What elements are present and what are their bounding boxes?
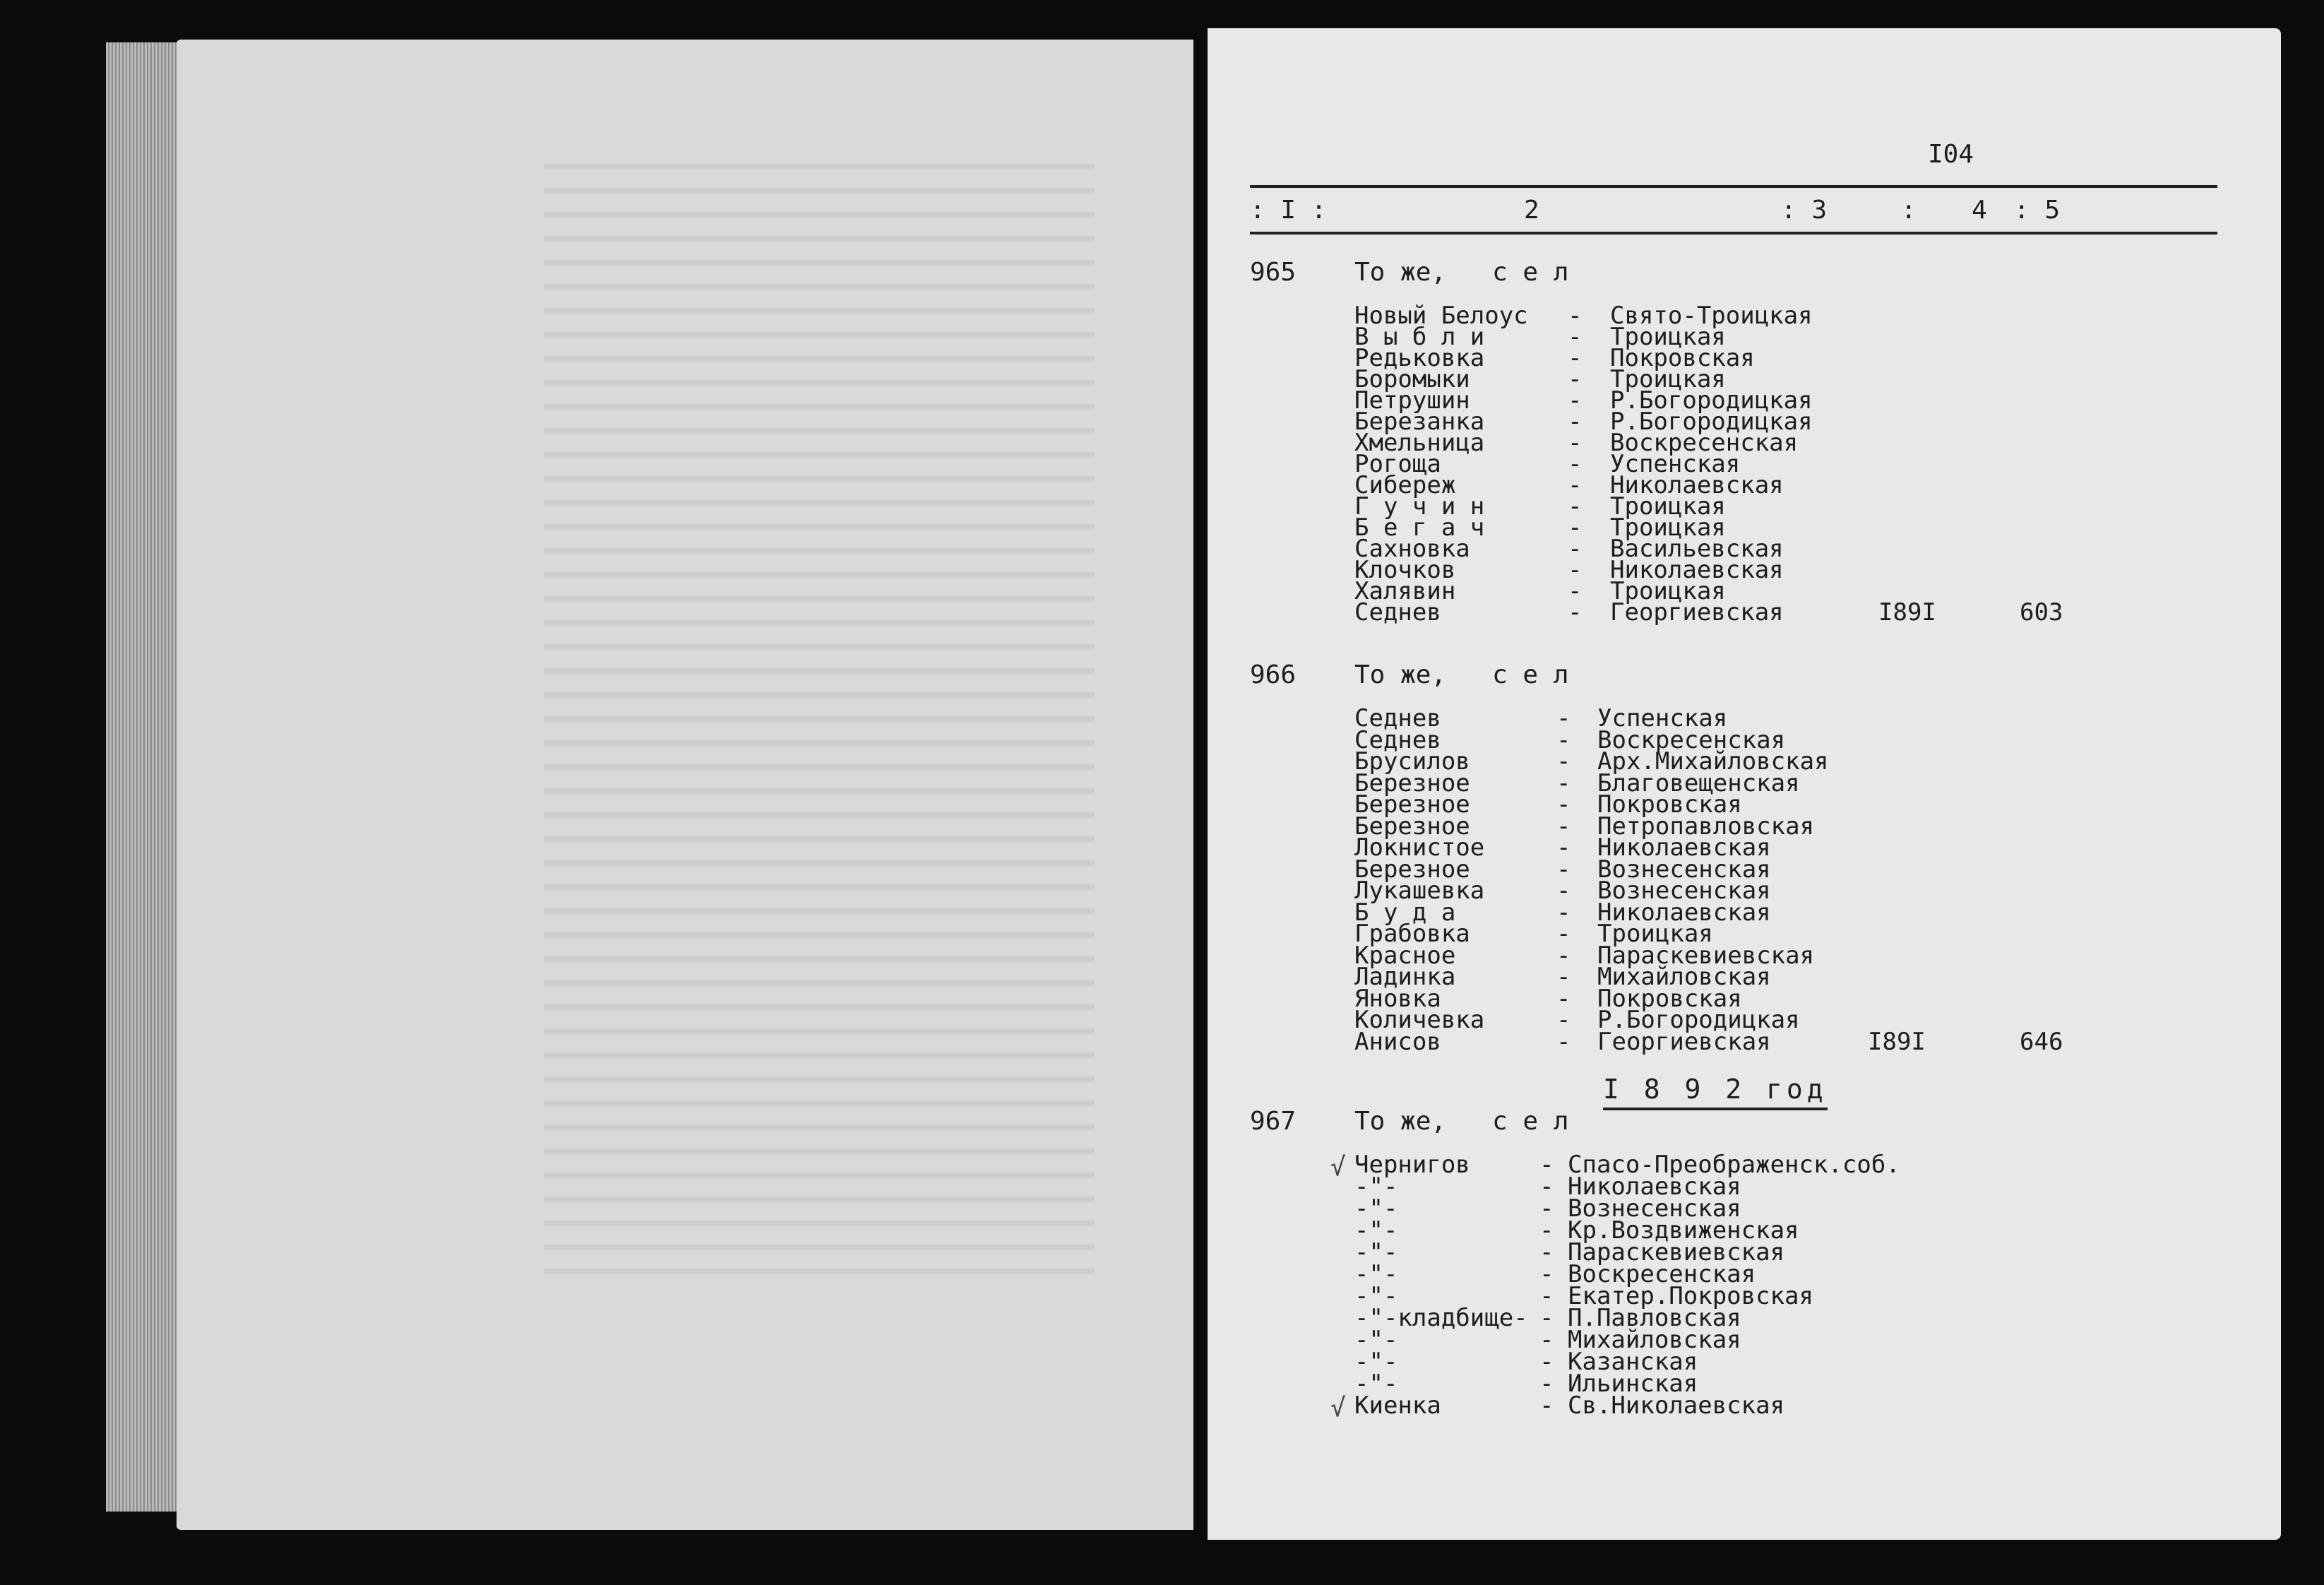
church-name: Николаевская bbox=[1610, 556, 1784, 584]
column-header-4: 4 bbox=[1972, 196, 1987, 225]
right-page bbox=[1208, 28, 2281, 1540]
check-mark: √ bbox=[1330, 1153, 1346, 1182]
row-dash: - bbox=[1568, 302, 1583, 330]
church-name: Вознесенская bbox=[1597, 877, 1771, 905]
row-dash: - bbox=[1556, 726, 1571, 754]
place-name: Березное bbox=[1354, 769, 1470, 797]
place-name: -"- bbox=[1354, 1194, 1398, 1223]
church-name: Георгиевская bbox=[1597, 1028, 1771, 1056]
church-name: Вознесенская bbox=[1597, 855, 1771, 884]
row-dash: - bbox=[1539, 1260, 1554, 1288]
church-name: Троицкая bbox=[1610, 492, 1726, 521]
row-dash: - bbox=[1556, 1006, 1571, 1034]
row-year: I89I bbox=[1868, 1028, 1926, 1056]
row-dash: - bbox=[1556, 1028, 1571, 1056]
church-name: Троицкая bbox=[1610, 514, 1726, 542]
place-name: Б е г а ч bbox=[1354, 514, 1485, 542]
row-dash: - bbox=[1539, 1370, 1554, 1398]
row-dash: - bbox=[1556, 769, 1571, 797]
place-name: Киенка bbox=[1354, 1391, 1441, 1420]
church-name: Св.Николаевская bbox=[1568, 1391, 1785, 1420]
row-dash: - bbox=[1568, 365, 1583, 393]
column-header-1: : I : bbox=[1250, 196, 1327, 225]
row-dash: - bbox=[1539, 1238, 1554, 1266]
row-dash: - bbox=[1556, 747, 1571, 776]
place-name: -"- bbox=[1354, 1326, 1398, 1354]
row-dash: - bbox=[1539, 1216, 1554, 1245]
entry-number: 967 bbox=[1250, 1107, 1297, 1136]
church-name: Успенская bbox=[1610, 450, 1741, 478]
place-name: Седнев bbox=[1354, 598, 1441, 627]
place-name: Чернигов bbox=[1354, 1151, 1470, 1179]
church-name: Ильинская bbox=[1568, 1370, 1698, 1398]
row-dash: - bbox=[1556, 855, 1571, 884]
place-name: Сибереж bbox=[1354, 471, 1456, 499]
place-name: -"- bbox=[1354, 1370, 1398, 1398]
place-name: -"- bbox=[1354, 1348, 1398, 1376]
bleed-through-text bbox=[544, 146, 1095, 1276]
place-name: Петрушин bbox=[1354, 386, 1470, 415]
row-dash: - bbox=[1568, 514, 1583, 542]
row-dash: - bbox=[1568, 450, 1583, 478]
church-name: Троицкая bbox=[1610, 323, 1726, 351]
place-name: -"- bbox=[1354, 1238, 1398, 1266]
row-dash: - bbox=[1539, 1282, 1554, 1310]
row-dash: - bbox=[1568, 429, 1583, 457]
church-name: П.Павловская bbox=[1568, 1304, 1741, 1332]
church-name: Троицкая bbox=[1610, 365, 1726, 393]
church-name: Николаевская bbox=[1597, 833, 1771, 862]
row-count: 603 bbox=[2020, 598, 2063, 627]
entry-number: 966 bbox=[1250, 660, 1297, 689]
church-name: Николаевская bbox=[1568, 1173, 1741, 1201]
church-name: Арх.Михайловская bbox=[1597, 747, 1829, 776]
row-dash: - bbox=[1556, 920, 1571, 948]
place-name: Грабовка bbox=[1354, 920, 1470, 948]
place-name: Анисов bbox=[1354, 1028, 1441, 1056]
row-dash: - bbox=[1539, 1173, 1554, 1201]
church-name: Свято-Троицкая bbox=[1610, 302, 1813, 330]
church-name: Николаевская bbox=[1597, 898, 1771, 927]
place-name: Рогоща bbox=[1354, 450, 1441, 478]
place-name: Лукашевка bbox=[1354, 877, 1485, 905]
page-stack-edge bbox=[106, 42, 184, 1512]
place-name: Сахновка bbox=[1354, 535, 1470, 563]
row-dash: - bbox=[1568, 556, 1583, 584]
entry-number: 965 bbox=[1250, 258, 1297, 287]
church-name: Благовещенская bbox=[1597, 769, 1800, 797]
header-top-rule bbox=[1250, 185, 2217, 188]
place-name: Березное bbox=[1354, 790, 1470, 819]
place-name: Березанка bbox=[1354, 408, 1485, 436]
year-heading: I 8 9 2 год bbox=[1603, 1074, 1828, 1110]
church-name: Михайловская bbox=[1568, 1326, 1741, 1354]
place-name: Локнистое bbox=[1354, 833, 1485, 862]
church-name: Успенская bbox=[1597, 704, 1728, 732]
place-name: Боромыки bbox=[1354, 365, 1470, 393]
row-dash: - bbox=[1568, 577, 1583, 605]
row-dash: - bbox=[1556, 942, 1571, 970]
place-name: Березное bbox=[1354, 855, 1470, 884]
church-name: Николаевская bbox=[1610, 471, 1784, 499]
column-header-3: : 3 bbox=[1781, 196, 1828, 225]
church-name: Р.Богородицкая bbox=[1597, 1006, 1800, 1034]
entry-heading: То же, с е л bbox=[1354, 660, 1569, 689]
row-dash: - bbox=[1556, 963, 1571, 991]
church-name: Покровская bbox=[1597, 985, 1742, 1013]
place-name: Ладинка bbox=[1354, 963, 1456, 991]
header-bottom-rule bbox=[1250, 232, 2217, 235]
row-dash: - bbox=[1556, 985, 1571, 1013]
row-year: I89I bbox=[1878, 598, 1936, 627]
church-name: Воскресенская bbox=[1568, 1260, 1756, 1288]
church-name: Р.Богородицкая bbox=[1610, 386, 1813, 415]
church-name: Воскресенская bbox=[1610, 429, 1799, 457]
row-dash: - bbox=[1568, 408, 1583, 436]
page-number: I04 bbox=[1928, 140, 1974, 169]
row-count: 646 bbox=[2020, 1028, 2063, 1056]
church-name: Кр.Воздвиженская bbox=[1568, 1216, 1799, 1245]
place-name: Халявин bbox=[1354, 577, 1456, 605]
church-name: Вознесенская bbox=[1568, 1194, 1741, 1223]
row-dash: - bbox=[1556, 704, 1571, 732]
row-dash: - bbox=[1539, 1326, 1554, 1354]
place-name: Брусилов bbox=[1354, 747, 1470, 776]
entry-heading: То же, с е л bbox=[1354, 258, 1569, 287]
row-dash: - bbox=[1539, 1194, 1554, 1223]
row-dash: - bbox=[1556, 898, 1571, 927]
row-dash: - bbox=[1568, 598, 1583, 627]
place-name: -"- bbox=[1354, 1216, 1398, 1245]
row-dash: - bbox=[1539, 1151, 1554, 1179]
church-name: Параскевиевская bbox=[1568, 1238, 1785, 1266]
row-dash: - bbox=[1539, 1348, 1554, 1376]
place-name: Клочков bbox=[1354, 556, 1456, 584]
place-name: Яновка bbox=[1354, 985, 1441, 1013]
church-name: Р.Богородицкая bbox=[1610, 408, 1813, 436]
row-dash: - bbox=[1568, 323, 1583, 351]
place-name: В ы б л и bbox=[1354, 323, 1485, 351]
row-dash: - bbox=[1556, 790, 1571, 819]
place-name: Березное bbox=[1354, 812, 1470, 841]
row-dash: - bbox=[1568, 471, 1583, 499]
place-name: -"- bbox=[1354, 1282, 1398, 1310]
place-name: -"- bbox=[1354, 1260, 1398, 1288]
church-name: Михайловская bbox=[1597, 963, 1771, 991]
row-dash: - bbox=[1568, 535, 1583, 563]
church-name: Воскресенская bbox=[1597, 726, 1786, 754]
place-name: Седнев bbox=[1354, 704, 1441, 732]
place-name: Хмельница bbox=[1354, 429, 1485, 457]
church-name: Казанская bbox=[1568, 1348, 1698, 1376]
place-name: Красное bbox=[1354, 942, 1456, 970]
left-page bbox=[177, 40, 1193, 1530]
place-name: -"- bbox=[1354, 1173, 1398, 1201]
church-name: Екатер.Покровская bbox=[1568, 1282, 1813, 1310]
place-name: Б у д а bbox=[1354, 898, 1456, 927]
row-dash: - bbox=[1556, 833, 1571, 862]
church-name: Параскевиевская bbox=[1597, 942, 1815, 970]
row-dash: - bbox=[1556, 877, 1571, 905]
row-dash: - bbox=[1539, 1391, 1554, 1420]
column-header-2: 2 bbox=[1524, 196, 1539, 225]
church-name: Троицкая bbox=[1597, 920, 1713, 948]
place-name: Новый Белоус bbox=[1354, 302, 1528, 330]
row-dash: - bbox=[1568, 386, 1583, 415]
church-name: Троицкая bbox=[1610, 577, 1726, 605]
church-name: Георгиевская bbox=[1610, 598, 1784, 627]
church-name: Покровская bbox=[1597, 790, 1742, 819]
church-name: Петропавловская bbox=[1597, 812, 1815, 841]
church-name: Покровская bbox=[1610, 344, 1755, 372]
church-name: Спасо-Преображенск.соб. bbox=[1568, 1151, 1900, 1179]
row-dash: - bbox=[1539, 1304, 1554, 1332]
place-name: Редьковка bbox=[1354, 344, 1485, 372]
column-header-sep: : bbox=[1901, 196, 1917, 225]
church-name: Васильевская bbox=[1610, 535, 1784, 563]
place-name: Седнев bbox=[1354, 726, 1441, 754]
place-name: Г у ч и н bbox=[1354, 492, 1485, 521]
column-header-5: : 5 bbox=[2014, 196, 2061, 225]
row-dash: - bbox=[1568, 344, 1583, 372]
entry-heading: То же, с е л bbox=[1354, 1107, 1569, 1136]
row-dash: - bbox=[1568, 492, 1583, 521]
row-dash: - bbox=[1556, 812, 1571, 841]
place-name: -"-кладбище- bbox=[1354, 1304, 1528, 1332]
check-mark: √ bbox=[1330, 1394, 1346, 1423]
place-name: Количевка bbox=[1354, 1006, 1485, 1034]
